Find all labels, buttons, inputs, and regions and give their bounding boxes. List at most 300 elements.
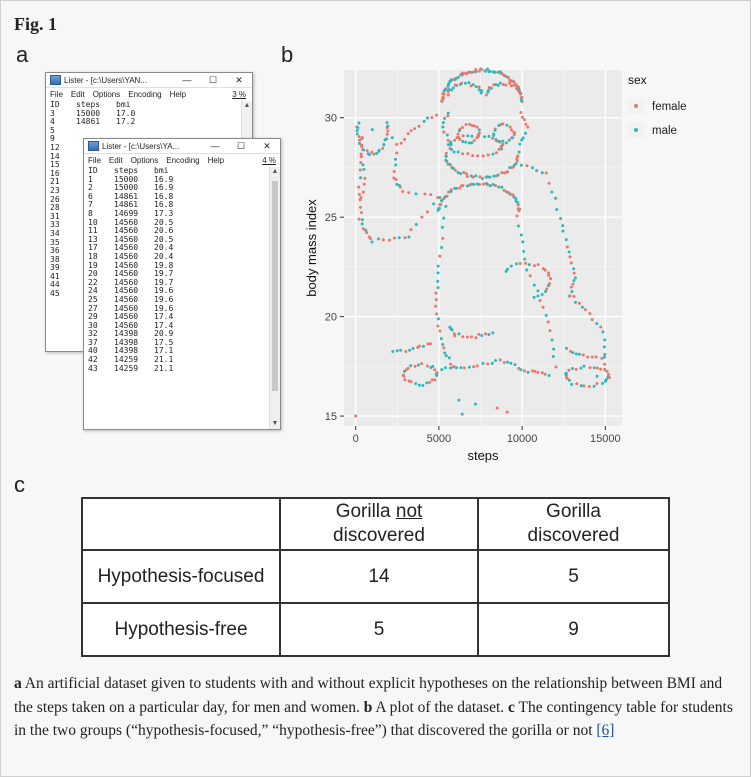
scatter-point	[377, 237, 380, 240]
id-cell: ID	[88, 167, 98, 175]
scatter-point	[453, 334, 456, 337]
menu-encoding[interactable]: Encoding	[128, 89, 162, 99]
steps-cell: 14398	[114, 337, 139, 347]
scatter-point	[368, 153, 371, 156]
scatter-point	[435, 373, 438, 376]
scatter-point	[426, 364, 429, 367]
scatter-point	[518, 151, 521, 154]
scatter-point	[447, 94, 450, 97]
id-cell: 40	[88, 346, 98, 356]
id-cell: 22	[88, 277, 98, 287]
gorilla-scatter-plot	[298, 62, 718, 472]
scatter-point	[456, 136, 459, 139]
scatter-point	[429, 342, 432, 345]
id-cell: 41	[50, 271, 60, 281]
scroll-up-icon[interactable]: ▲	[271, 168, 279, 175]
minimize-button[interactable]: —	[182, 75, 192, 85]
scatter-point	[436, 280, 439, 283]
scatter-point	[535, 169, 538, 172]
steps-cell: 15000	[114, 174, 139, 184]
id-cell: 28	[50, 203, 60, 213]
scatter-point	[461, 140, 464, 143]
scatter-point	[403, 138, 406, 141]
scatter-point	[467, 81, 470, 84]
scatter-point	[359, 176, 362, 179]
scatter-point	[356, 129, 359, 132]
scatter-point	[497, 71, 500, 74]
steps-cell: steps	[114, 167, 139, 175]
scatter-point	[470, 84, 473, 87]
scatter-point	[453, 78, 456, 81]
file-content[interactable]	[84, 167, 270, 429]
scatter-point	[458, 129, 461, 132]
lister-app-icon	[88, 141, 99, 151]
y-tick-label: 20	[324, 311, 337, 324]
scatter-point	[568, 379, 571, 382]
y-tick-label: 15	[324, 411, 337, 424]
scatter-point	[582, 354, 585, 357]
scatter-point	[420, 362, 423, 365]
scatter-point	[474, 174, 477, 177]
scatter-point	[473, 139, 476, 142]
scatter-point	[541, 293, 544, 296]
scatter-point	[354, 415, 357, 418]
scatter-point	[447, 139, 450, 142]
maximize-button[interactable]: ☐	[208, 74, 218, 85]
steps-cell: 14560	[114, 269, 139, 279]
scatter-point	[545, 287, 548, 290]
menu-edit[interactable]: Edit	[70, 89, 85, 99]
bmi-cell: 20.6	[154, 226, 174, 236]
scatter-point	[408, 349, 411, 352]
scatter-point	[381, 147, 384, 150]
scatter-point	[595, 322, 598, 325]
close-button[interactable]: ✕	[235, 74, 243, 85]
id-cell: 44	[50, 280, 60, 290]
scatter-point	[457, 399, 460, 402]
plot-panel	[344, 70, 622, 426]
scatter-point	[440, 246, 443, 249]
scatter-point	[559, 217, 562, 220]
steps-cell: 14398	[114, 346, 139, 356]
scatter-point	[445, 354, 448, 357]
scatter-point	[457, 171, 460, 174]
id-cell: 8	[88, 208, 93, 218]
scatter-point	[357, 218, 360, 221]
scatter-point	[533, 264, 536, 267]
scatter-point	[358, 193, 361, 196]
steps-cell	[76, 127, 116, 136]
scatter-point	[510, 128, 513, 131]
scatter-point	[399, 186, 402, 189]
titlebar[interactable]	[84, 139, 280, 154]
scatter-point	[447, 90, 450, 93]
scatter-point	[603, 363, 606, 366]
scatter-point	[461, 335, 464, 338]
scatter-point	[359, 206, 362, 209]
menu-bar	[84, 154, 280, 166]
scroll-up-icon[interactable]: ▲	[243, 102, 251, 109]
scatter-point	[395, 151, 398, 154]
scatter-point	[468, 123, 471, 126]
bmi-cell: 20.5	[154, 234, 174, 244]
scatter-point	[569, 255, 572, 258]
id-cell: 12	[50, 142, 60, 152]
scatter-point	[501, 140, 504, 143]
scatter-point	[517, 207, 520, 210]
id-cell: 7	[88, 200, 93, 210]
scatter-point	[519, 111, 522, 114]
scatter-point	[474, 403, 477, 406]
scatter-point	[445, 160, 448, 163]
scatter-point	[475, 85, 478, 88]
scatter-point	[578, 302, 581, 305]
scatter-point	[438, 330, 441, 333]
close-button[interactable]: ✕	[263, 140, 271, 151]
scatter-point	[430, 116, 433, 119]
id-cell: 11	[88, 226, 98, 236]
scatter-point	[571, 351, 574, 354]
scatter-point	[393, 237, 396, 240]
scatter-point	[474, 336, 477, 339]
scatter-point	[457, 332, 460, 335]
scatter-point	[591, 356, 594, 359]
scatter-point	[371, 128, 374, 131]
steps-cell: 15000	[114, 183, 139, 193]
scatter-point	[603, 345, 606, 348]
legend-title: sex	[628, 73, 647, 87]
scatter-point	[508, 79, 511, 82]
scatter-point	[454, 169, 457, 172]
scatter-point	[494, 129, 497, 132]
scatter-point	[466, 175, 469, 178]
bmi-cell: 20.4	[154, 251, 174, 261]
scatter-point	[458, 187, 461, 190]
caption-c-text: The contingency table for students in the two groups (“hypothesis-focused,” “hypothesis-free”) that discovered the gorilla or not	[14, 698, 733, 739]
scatter-point	[501, 143, 504, 146]
scatter-point	[391, 350, 394, 353]
scatter-point	[521, 240, 524, 243]
scatter-point	[446, 134, 449, 137]
scatter-point	[360, 145, 363, 148]
scatter-point	[492, 134, 495, 137]
scatter-point	[470, 141, 473, 144]
id-cell: 3	[50, 108, 55, 118]
menu-help[interactable]: Help	[207, 155, 225, 165]
scatter-point	[414, 365, 417, 368]
bmi-cell: bmi	[116, 101, 131, 109]
bmi-cell: 20.5	[154, 217, 174, 227]
scatter-point	[522, 250, 525, 253]
col-header-line1: Gorilla	[546, 501, 601, 522]
scatter-point	[394, 163, 397, 166]
scatter-point	[575, 353, 578, 356]
id-cell: 15	[50, 160, 60, 170]
scatter-point	[505, 124, 508, 127]
scatter-point	[360, 211, 363, 214]
scatter-point	[508, 82, 511, 85]
scatter-point	[603, 353, 606, 356]
figure-title: Fig. 1	[14, 14, 57, 34]
scatter-point	[395, 143, 398, 146]
scatter-point	[470, 335, 473, 338]
scatter-point	[372, 153, 375, 156]
id-cell: 1	[88, 174, 93, 184]
scatter-point	[443, 352, 446, 355]
steps-cell: 14560	[114, 226, 139, 236]
menu-edit[interactable]: Edit	[108, 155, 123, 165]
scatter-point	[410, 129, 413, 132]
contingency-table	[81, 497, 670, 657]
scatter-point	[572, 295, 575, 298]
scatter-point	[472, 176, 475, 179]
scatter-point	[518, 90, 521, 93]
scatter-point	[464, 82, 467, 85]
scatter-point	[565, 238, 568, 241]
scatter-point	[371, 241, 374, 244]
scatter-point	[360, 196, 363, 199]
scroll-down-icon[interactable]: ▼	[271, 420, 279, 427]
scatter-point	[485, 94, 488, 97]
titlebar[interactable]	[46, 73, 252, 88]
bmi-cell: bmi	[154, 167, 169, 175]
minimize-button[interactable]: —	[210, 141, 220, 151]
window-title: Lister - [c:\Users\YA...	[102, 141, 180, 151]
scatter-point	[584, 308, 587, 311]
scatter-point	[549, 277, 552, 280]
scatter-point	[495, 151, 498, 154]
scatter-point	[521, 116, 524, 119]
y-axis-label: body mass index	[304, 199, 319, 297]
row-label-hypothesis-free: Hypothesis-free	[82, 603, 280, 656]
scatter-point	[570, 383, 573, 386]
scatter-point	[438, 203, 441, 206]
scatter-point	[478, 70, 481, 73]
scatter-point	[412, 347, 415, 350]
scatter-point	[443, 117, 446, 120]
scatter-point	[572, 283, 575, 286]
scatter-point	[357, 186, 360, 189]
scatter-point	[517, 224, 520, 227]
panel-c-label: c	[14, 472, 25, 497]
scatter-point	[589, 366, 592, 369]
scatter-point	[545, 171, 548, 174]
scatter-point	[359, 161, 362, 164]
scatter-point	[457, 150, 460, 153]
scatter-point	[425, 381, 428, 384]
id-cell: 21	[50, 177, 60, 187]
y-tick-label: 25	[324, 212, 337, 225]
scatter-point	[497, 124, 500, 127]
scatter-point	[575, 368, 578, 371]
menu-file[interactable]: File	[50, 89, 63, 99]
scatter-point	[477, 333, 480, 336]
scatter-point	[437, 286, 440, 289]
scatter-point	[525, 269, 528, 272]
scatter-point	[601, 382, 604, 385]
scatter-point	[386, 129, 389, 132]
id-cell: 26	[50, 194, 60, 204]
scatter-point	[603, 356, 606, 359]
scatter-point	[478, 128, 481, 131]
zoom-percent: 3 %	[232, 89, 246, 99]
scatter-point	[596, 366, 599, 369]
scatter-point	[361, 136, 364, 139]
scatter-point	[561, 230, 564, 233]
scatter-point	[410, 380, 413, 383]
steps-cell: 14560	[114, 217, 139, 227]
scatter-point	[414, 382, 417, 385]
scatter-point	[578, 353, 581, 356]
lister-window-front[interactable]	[83, 138, 281, 430]
bmi-cell: 21.1	[154, 363, 174, 373]
scatter-point	[451, 328, 454, 331]
bmi-cell: 17.2	[116, 117, 136, 127]
bmi-cell: 17.1	[154, 346, 174, 356]
scatter-point	[448, 80, 451, 83]
scatter-point	[495, 139, 498, 142]
scatter-point	[428, 381, 431, 384]
scatter-point	[482, 155, 485, 158]
scatter-point	[595, 382, 598, 385]
scatter-point	[481, 362, 484, 365]
id-cell: 19	[88, 260, 98, 270]
scatter-point	[498, 140, 501, 143]
scrollbar[interactable]	[269, 167, 280, 429]
scatter-point	[464, 141, 467, 144]
scatter-point	[478, 88, 481, 91]
scatter-point	[435, 298, 438, 301]
reference-link[interactable]: [6]	[596, 722, 615, 739]
x-axis-label: steps	[467, 448, 499, 463]
scatter-point	[458, 138, 461, 141]
scatter-point	[492, 183, 495, 186]
scroll-thumb[interactable]	[272, 181, 278, 391]
scatter-point	[593, 385, 596, 388]
scatter-point	[513, 132, 516, 135]
scatter-point	[608, 376, 611, 379]
scatter-point	[523, 258, 526, 261]
menu-file[interactable]: File	[88, 155, 101, 165]
menu-options[interactable]: Options	[92, 89, 121, 99]
scatter-point	[366, 149, 369, 152]
col-header-prefix: Gorilla	[335, 501, 396, 522]
menu-help[interactable]: Help	[169, 89, 187, 99]
panel-b-label: b	[281, 42, 294, 67]
scatter-point	[434, 305, 437, 308]
scatter-point	[515, 162, 518, 165]
maximize-button[interactable]: ☐	[236, 140, 246, 151]
bmi-cell: 19.6	[154, 294, 174, 304]
scatter-point	[435, 114, 438, 117]
caption-b-label: b	[363, 698, 373, 716]
scatter-point	[506, 170, 509, 173]
scatter-point	[363, 183, 366, 186]
scatter-point	[487, 153, 490, 156]
scatter-point	[420, 216, 423, 219]
steps-cell: 14861	[114, 191, 139, 201]
scatter-point	[393, 170, 396, 173]
scatter-point	[437, 317, 440, 320]
scatter-point	[502, 83, 505, 86]
scatter-point	[505, 141, 508, 144]
scatter-point	[465, 172, 468, 175]
scatter-point	[394, 178, 397, 181]
scatter-point	[600, 357, 603, 360]
id-cell: 38	[50, 254, 60, 264]
scatter-point	[499, 358, 502, 361]
caption-a-text: An artificial dataset given to students with and without explicit hypotheses on the relationship between BMI and the steps taken on a particular day, for men and women.	[14, 675, 723, 716]
scatter-point	[407, 132, 410, 135]
scatter-point	[444, 155, 447, 158]
scatter-point	[570, 290, 573, 293]
scatter-point	[548, 182, 551, 185]
scatter-point	[492, 153, 495, 156]
col-header-not-discovered	[280, 498, 478, 550]
caption-a-label: a	[14, 675, 22, 692]
scatter-point	[544, 373, 547, 376]
menu-encoding[interactable]: Encoding	[166, 155, 200, 165]
scatter-point	[437, 265, 440, 268]
scatter-point	[471, 154, 474, 157]
scatter-point	[447, 191, 450, 194]
scatter-point	[588, 312, 591, 315]
scatter-point	[567, 369, 570, 372]
scatter-point	[403, 370, 406, 373]
bmi-cell	[116, 127, 148, 136]
scatter-point	[513, 363, 516, 366]
scatter-point	[453, 187, 456, 190]
scatter-point	[414, 192, 417, 195]
scatter-point	[491, 137, 494, 140]
scatter-point	[413, 127, 416, 130]
id-cell: 29	[88, 312, 98, 322]
steps-cell: 14699	[114, 208, 139, 218]
scatter-point	[492, 70, 495, 73]
bmi-cell: 19.7	[154, 269, 174, 279]
scatter-point	[409, 364, 412, 367]
scatter-point	[483, 135, 486, 138]
bmi-cell: 17.0	[116, 108, 136, 118]
scatter-point	[442, 131, 445, 134]
id-cell: 10	[88, 217, 98, 227]
scatter-point	[382, 143, 385, 146]
id-cell: 20	[88, 269, 98, 279]
scatter-point	[536, 371, 539, 374]
menu-options[interactable]: Options	[130, 155, 159, 165]
scatter-point	[361, 163, 364, 166]
scatter-point	[555, 208, 558, 211]
scatter-point	[434, 292, 437, 295]
scatter-point	[459, 366, 462, 369]
caption-b-text: A plot of the dataset.	[372, 698, 509, 716]
scatter-point	[450, 88, 453, 91]
scatter-point	[360, 155, 363, 158]
scatter-point	[459, 73, 462, 76]
scatter-point	[465, 72, 468, 75]
scatter-point	[520, 138, 523, 141]
scatter-point	[582, 385, 585, 388]
window-title: Lister - [c:\Users\YAN...	[64, 75, 147, 85]
bmi-cell: 20.9	[154, 329, 174, 339]
scatter-point	[415, 223, 418, 226]
scatter-point	[358, 135, 361, 138]
scatter-point	[500, 171, 503, 174]
scatter-point	[446, 114, 449, 117]
scatter-point	[360, 153, 363, 156]
bmi-cell: 21.1	[154, 355, 174, 365]
legend-swatch	[634, 104, 638, 108]
